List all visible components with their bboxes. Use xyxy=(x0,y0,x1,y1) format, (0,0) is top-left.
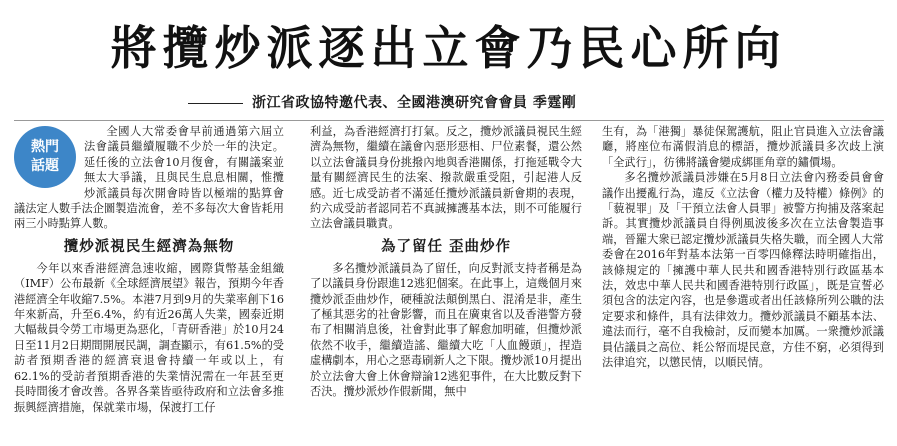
paragraph: 多名攬炒派議員涉嫌在5月8日立法會內務委員會會議作出擾亂行為，違反《立法會（權力及特權）條例》的「藐視罪」及「干預立法會人員罪」被警方拘捕及落案起訴。其實攬炒派議員自得例風波後多次在立法會製造事端，晉羅大衆已認定攬炒派議員失格失職，而全國人大常委會在2016年對基本法第一百零四條釋法時明確指出，該條規定的「擁護中華人民共和國香港特別行政區基本法，效忠中華人民共和國香港特別行政區」，既是宣誓必須包含的法定內容，也是參選或者出任該條所列公職的法定要求和條件，具有法律效力。攬炒派議員不顧基本法、違法而行，毫不自我檢討，反而變本加厲。一衆攬炒派議員佔議員之高位、耗公帑而堤民意，方佳不窮，必須得到法律追究，以懲民情，以順民情。 xyxy=(602,171,884,370)
byline xyxy=(0,92,897,114)
byline-rule xyxy=(188,103,243,104)
badge-line-1: 熱門 xyxy=(31,139,59,155)
header-divider xyxy=(14,120,884,121)
subhead-1: 攬炒派視民生經濟為無物 xyxy=(63,238,235,255)
paragraph: 生有，為「港獨」暴徒保駕護航，阻止官員進入立法會議廳，將座位布滿假消息的標語，攬炒派議員多次歧上演「全武行」，彷彿將議會變成綁匪角章的鏽價場。 xyxy=(602,125,884,169)
paragraph: 今年以來香港經濟急速收縮，國際貨幣基金組織（IMF）公布最新《全球經濟展望》報告，預期今年香港經濟全年收縮7.5%。本港7月到9月的失業率創下16年來新高，升至6.4%，約有近26萬人失業，國泰近期大幅裁員令勞工市場更為惡化，「青研香港」於10月24日至11月2日期間開展民調，調查顯示，有61.5%的受訪者預期香港的經濟衰退會持續一年或以上，有62.1%的受訪者預期香港的失業情況需在一年甚至更長時間後才會改善。各界各業皆亟待政府和立法會多推振興經濟措施，保就業市場，保渡打工仔 xyxy=(14,261,284,414)
hot-topic-badge xyxy=(14,126,76,188)
article-column-2 xyxy=(310,124,582,442)
article-column-3 xyxy=(602,124,884,442)
article-column-1 xyxy=(14,124,284,442)
intro-paragraph: 全國人大常委會早前通過第六屆立法會議員繼續履職不少於一年的決定。延任後的立法會10月復會，有關議案並無太大爭議，且與民生息息相關，惟攬炒派議員每次開會時皆以極端的點算會議法定人數手法企圖製造流會，差不多每次大會皆耗用兩三小時點算人數。 xyxy=(14,125,284,231)
paragraph: 利益，為香港經濟打打氣。反之，攬炒派議員視民生經濟為無物，繼續在議會內惡形惡相、尸位素餐，還公然以立法會議員身份挑撥內地與香港關係，打拖延戰令大量有關經濟民生的法案、撥款嚴重受阻，引起港人反感。近七成受訪者不滿延任攬炒派議員新會期的表現，約六成受訪者認同若不真誠擁護基本法，則不可能履行立法會議員職責。 xyxy=(310,125,582,231)
byline-text: 浙江省政協特邀代表、全國港澳研究會會員 季霆剛 xyxy=(252,95,577,111)
subhead-2: 為了留任 歪曲炒作 xyxy=(380,238,512,255)
headline: 將攬炒派逐出立會乃民心所向 xyxy=(110,21,787,75)
paragraph: 多名攬炒派議員為了留任，向反對派支持者稱是為了以議員身份跟進12逃犯個案。在此事上，這幾個月來攬炒派歪曲炒作，硬種說法顛倒黑白、混淆是非，產生了極其惡劣的社會影響，而且在廣東省以及香港警方發布了相關消息後，社會對此事了解愈加明確，但攬炒派依然不收手，繼續造謠、繼續大吃「人血饅頭」，捏造虛構劇本，用心之惡毒刷新人之下限。攬炒派10月提出於立法會大會上休會辯論12逃犯事件，在大比數反對下否決。攬炒派炒作假新聞，無中 xyxy=(310,261,582,399)
badge-line-2: 話題 xyxy=(31,158,59,174)
